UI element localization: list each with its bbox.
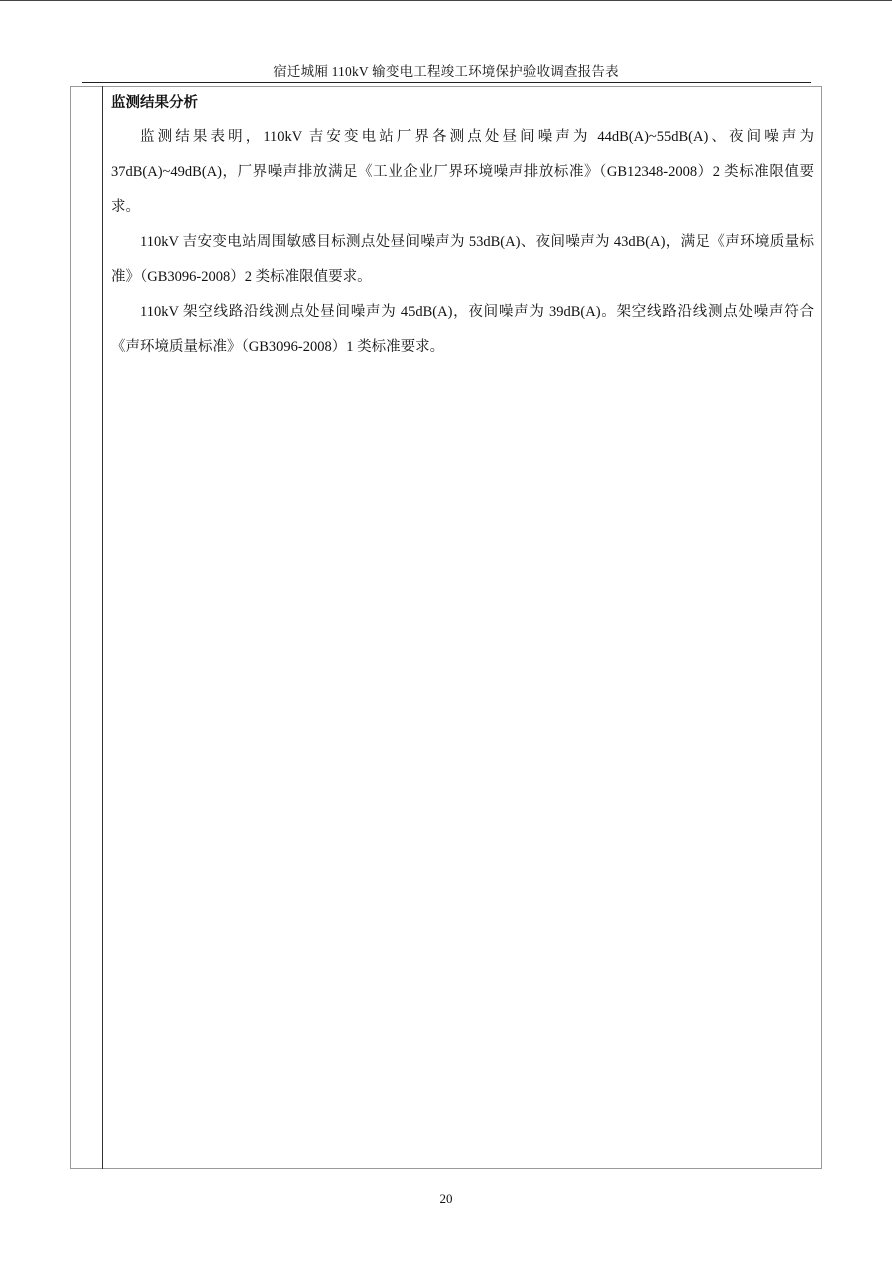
paragraph-boundary-noise: 监测结果表明，110kV 吉安变电站厂界各测点处昼间噪声为 44dB(A)~55dB(A)、夜间噪声为 37dB(A)~49dB(A)，厂界噪声排放满足《工业企业厂界环境噪声排放标准》（GB12348-2008）2 类标准限值要求。 [111,129,814,215]
table-left-column-divider [102,86,103,1169]
page-number: 20 [439,1191,453,1206]
page-header-title: 宿迁城厢 110kV 输变电工程竣工环境保护验收调查报告表 [273,64,619,79]
content-cell [111,92,814,365]
paragraph-overhead-line-noise: 110kV 架空线路沿线测点处昼间噪声为 45dB(A)，夜间噪声为 39dB(A)。架空线路沿线测点处噪声符合《声环境质量标准》（GB3096-2008）1 类标准要求。 [111,304,814,355]
section-title: 监测结果分析 [111,95,198,111]
paragraph-sensitive-target-noise: 110kV 吉安变电站周围敏感目标测点处昼间噪声为 53dB(A)、夜间噪声为 43dB(A)，满足《声环境质量标准》（GB3096-2008）2 类标准限值要求。 [111,234,814,285]
header-rule [82,82,811,83]
page-top-edge [0,0,892,1]
